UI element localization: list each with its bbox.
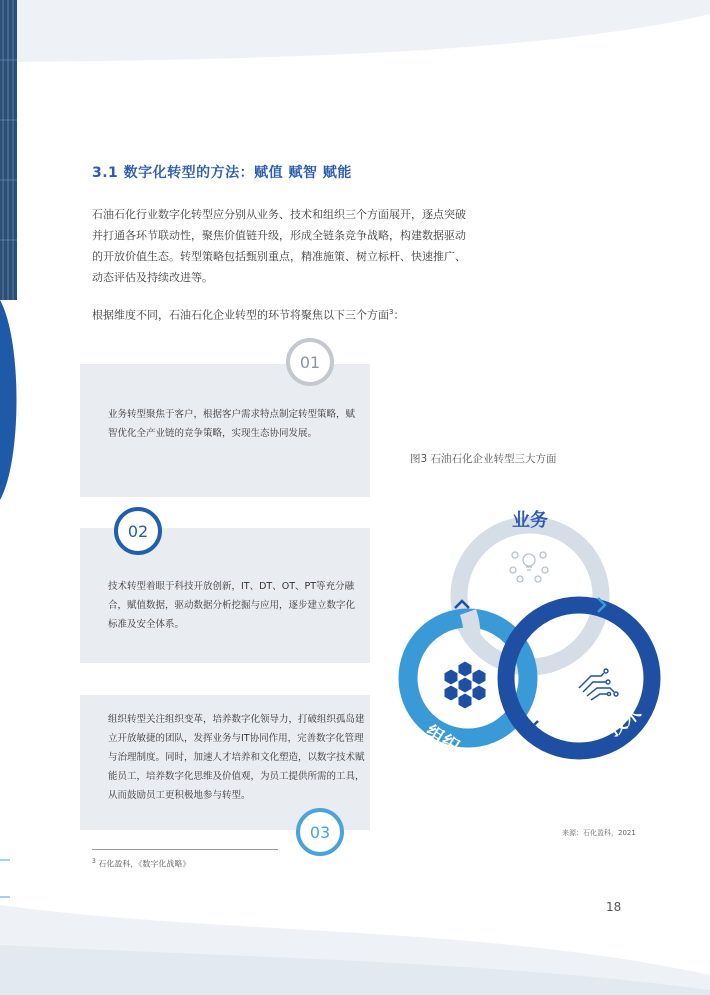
footnote [92, 858, 190, 870]
panel-business [80, 364, 370, 497]
lead-sentence-end: ： [393, 308, 405, 322]
left-edge-photo [0, 0, 17, 300]
page-number: 18 [606, 900, 622, 914]
circuit-icon [579, 669, 618, 700]
footnote-ref: 3 [389, 308, 394, 316]
panel-number-02: 02 [114, 507, 162, 555]
lead-sentence-text: 根据维度不同，石油石化企业转型的环节将聚焦以下三个方面 [92, 308, 389, 322]
left-edge-arc [0, 300, 17, 500]
panel-organization-text: 组织转型关注组织变革，培养数字化领导力，打破组织孤岛建立开放敏捷的团队，发挥业务与IT协同作用，完善数字化管理与治理制度。同时，加速人才培养和文化塑造，以数字技术赋能员工，培养数字化思维及价值观，为员工提供所需的工具，从而鼓励员工更积极地参与转型。 [108, 714, 365, 801]
ring-business [459, 525, 601, 667]
panel-business-text: 业务转型聚焦于客户，根据客户需求特点制定转型策略，赋智优化全产业链的竞争策略，实现生态协同发展。 [108, 409, 356, 439]
panel-technology-text: 技术转型着眼于科技开放创新，IT、DT、OT、PT等充分融合，赋值数据，驱动数据分析挖掘与应用，逐步建立数字化标准及安全体系。 [108, 581, 356, 630]
footnote-number: 3 [92, 858, 96, 865]
panel-number-03: 03 [296, 808, 344, 856]
footnote-divider [92, 849, 278, 850]
lead-sentence [92, 302, 467, 326]
transformation-rings-diagram [390, 490, 680, 780]
footnote-text: 石化盈科，《数字化战略》 [98, 859, 191, 869]
ring-label-technology: 技术 [604, 702, 646, 741]
panel-number-01: 01 [286, 338, 334, 386]
ring-label-business: 业务 [512, 510, 548, 531]
section-heading: 3.1 数字化转型的方法：赋值 赋智 赋能 [92, 165, 352, 181]
hexagon-network-icon [444, 661, 486, 709]
intro-paragraph: 石油石化行业数字化转型应分别从业务、技术和组织三个方面展开，逐点突破并打通各环节联动性，聚焦价值链升级，形成全链条竞争战略，构建数据驱动的开放价值生态。转型策略包括甄别重点，精准施策、树立标杆、快速推广、动态评估及持续改进等。 [92, 208, 466, 284]
figure-source: 来源：石化盈科，2021 [562, 829, 636, 837]
figure-caption: 图3 石油石化企业转型三大方面 [410, 453, 557, 465]
lightbulb-icon [510, 552, 548, 582]
ring-label-organization: 组织 [421, 721, 464, 759]
